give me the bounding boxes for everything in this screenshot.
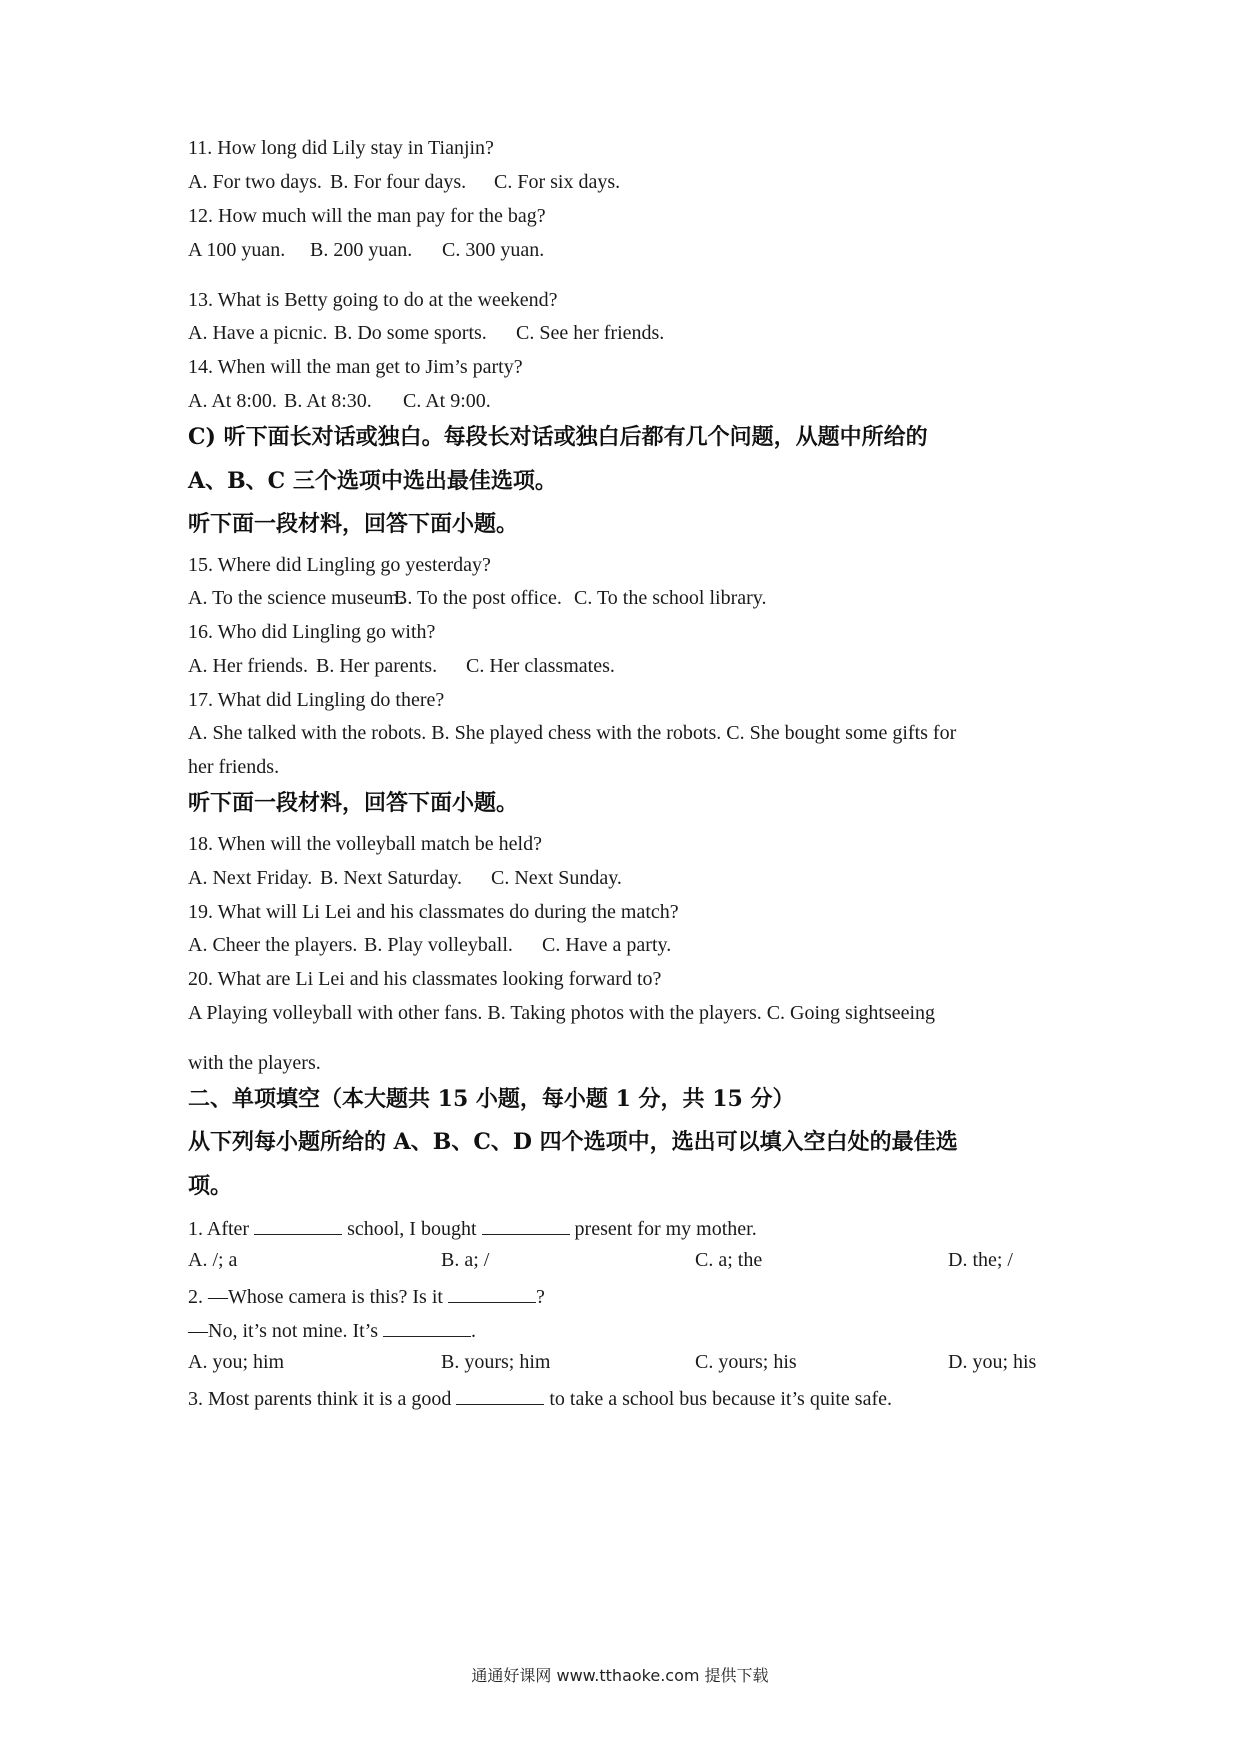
option-b: B. Next Saturday. bbox=[320, 867, 463, 889]
grammar-options-2 bbox=[188, 1352, 1068, 1374]
question-20: 20. What are Li Lei and his classmates looking forward to? bbox=[188, 968, 662, 990]
option-d: D. the; / bbox=[948, 1249, 1013, 1271]
option-b: B. Play volleyball. bbox=[364, 934, 513, 956]
options-16 bbox=[188, 656, 1068, 678]
options-19 bbox=[188, 935, 1068, 957]
question-19: 19. What will Li Lei and his classmates do during the match? bbox=[188, 901, 679, 923]
question-17: 17. What did Lingling do there? bbox=[188, 689, 445, 711]
question-12: 12. How much will the man pay for the bag? bbox=[188, 205, 546, 227]
options-14 bbox=[188, 391, 1068, 413]
answer-blank bbox=[254, 1216, 342, 1235]
option-a: A. you; him bbox=[188, 1351, 285, 1373]
option-a: A. Next Friday. bbox=[188, 867, 313, 889]
section-c-heading-line1: C) 听下面长对话或独白。每段长对话或独白后都有几个问题，从题中所给的 bbox=[188, 424, 928, 450]
grammar-question-3: 3. Most parents think it is a good to take a school bus because it’s quite safe. bbox=[188, 1388, 893, 1410]
question-18: 18. When will the volleyball match be held? bbox=[188, 833, 542, 855]
option-a: A. For two days. bbox=[188, 171, 322, 193]
option-c: C. To the school library. bbox=[574, 587, 767, 609]
grammar-question-2: 2. —Whose camera is this? Is it ? bbox=[188, 1286, 545, 1308]
answer-blank bbox=[456, 1386, 544, 1405]
option-b: B. yours; him bbox=[441, 1351, 551, 1373]
option-c: C. For six days. bbox=[494, 171, 621, 193]
option-c: C. yours; his bbox=[695, 1351, 797, 1373]
option-c: C. See her friends. bbox=[516, 322, 665, 344]
options-18 bbox=[188, 868, 1068, 890]
options-15 bbox=[188, 588, 1068, 610]
option-c: C. At 9:00. bbox=[403, 390, 491, 412]
answer-blank bbox=[383, 1318, 471, 1337]
passage-intro: 听下面一段材料，回答下面小题。 bbox=[188, 511, 519, 537]
question-16: 16. Who did Lingling go with? bbox=[188, 621, 436, 643]
question-14: 14. When will the man get to Jim’s party? bbox=[188, 356, 523, 378]
option-a: A. Cheer the players. bbox=[188, 934, 358, 956]
options-13 bbox=[188, 323, 1068, 345]
section-c-heading-line2: A、B、C 三个选项中选出最佳选项。 bbox=[188, 468, 557, 494]
grammar-question-1: 1. After school, I bought present for my mother. bbox=[188, 1218, 757, 1240]
question-13: 13. What is Betty going to do at the weekend? bbox=[188, 289, 558, 311]
option-d: D. you; his bbox=[948, 1351, 1037, 1373]
option-c: C. Have a party. bbox=[542, 934, 672, 956]
option-b: B. Do some sports. bbox=[334, 322, 487, 344]
option-b: B. To the post office. bbox=[394, 587, 562, 609]
option-a: A. At 8:00. bbox=[188, 390, 277, 412]
option-c: C. Next Sunday. bbox=[491, 867, 622, 889]
passage-intro: 听下面一段材料，回答下面小题。 bbox=[188, 790, 519, 816]
options-17-continued: her friends. bbox=[188, 756, 280, 778]
options-17: A. She talked with the robots. B. She played chess with the robots. C. She bought some gifts for bbox=[188, 722, 957, 744]
options-12 bbox=[188, 240, 1068, 262]
options-11 bbox=[188, 172, 1068, 194]
grammar-options-1 bbox=[188, 1250, 1068, 1272]
section-2-instruction-cont: 项。 bbox=[188, 1173, 233, 1199]
option-a: A. /; a bbox=[188, 1249, 238, 1271]
option-c: C. a; the bbox=[695, 1249, 763, 1271]
option-a: A 100 yuan. bbox=[188, 239, 286, 261]
option-a: A. Her friends. bbox=[188, 655, 308, 677]
section-2-title: 二、单项填空（本大题共 15 小题，每小题 1 分，共 15 分） bbox=[188, 1086, 795, 1112]
page-footer: 通通好课网 www.tthaoke.com 提供下载 bbox=[471, 1666, 769, 1685]
option-b: B. a; / bbox=[441, 1249, 490, 1271]
options-20-continued: with the players. bbox=[188, 1052, 321, 1074]
option-b: B. Her parents. bbox=[316, 655, 438, 677]
question-15: 15. Where did Lingling go yesterday? bbox=[188, 554, 491, 576]
answer-blank bbox=[448, 1284, 536, 1303]
options-20: A Playing volleyball with other fans. B. Taking photos with the players. C. Going sightseeing bbox=[188, 1002, 936, 1024]
grammar-question-2-reply: —No, it’s not mine. It’s . bbox=[188, 1320, 476, 1342]
option-c: C. Her classmates. bbox=[466, 655, 615, 677]
answer-blank bbox=[482, 1216, 570, 1235]
section-2-instruction: 从下列每小题所给的 A、B、C、D 四个选项中，选出可以填入空白处的最佳选 bbox=[188, 1129, 958, 1155]
option-b: B. 200 yuan. bbox=[310, 239, 413, 261]
question-11: 11. How long did Lily stay in Tianjin? bbox=[188, 137, 494, 159]
option-c: C. 300 yuan. bbox=[442, 239, 545, 261]
option-a: A. Have a picnic. bbox=[188, 322, 328, 344]
option-b: B. For four days. bbox=[330, 171, 467, 193]
option-b: B. At 8:30. bbox=[284, 390, 372, 412]
option-a: A. To the science museum. bbox=[188, 587, 404, 609]
